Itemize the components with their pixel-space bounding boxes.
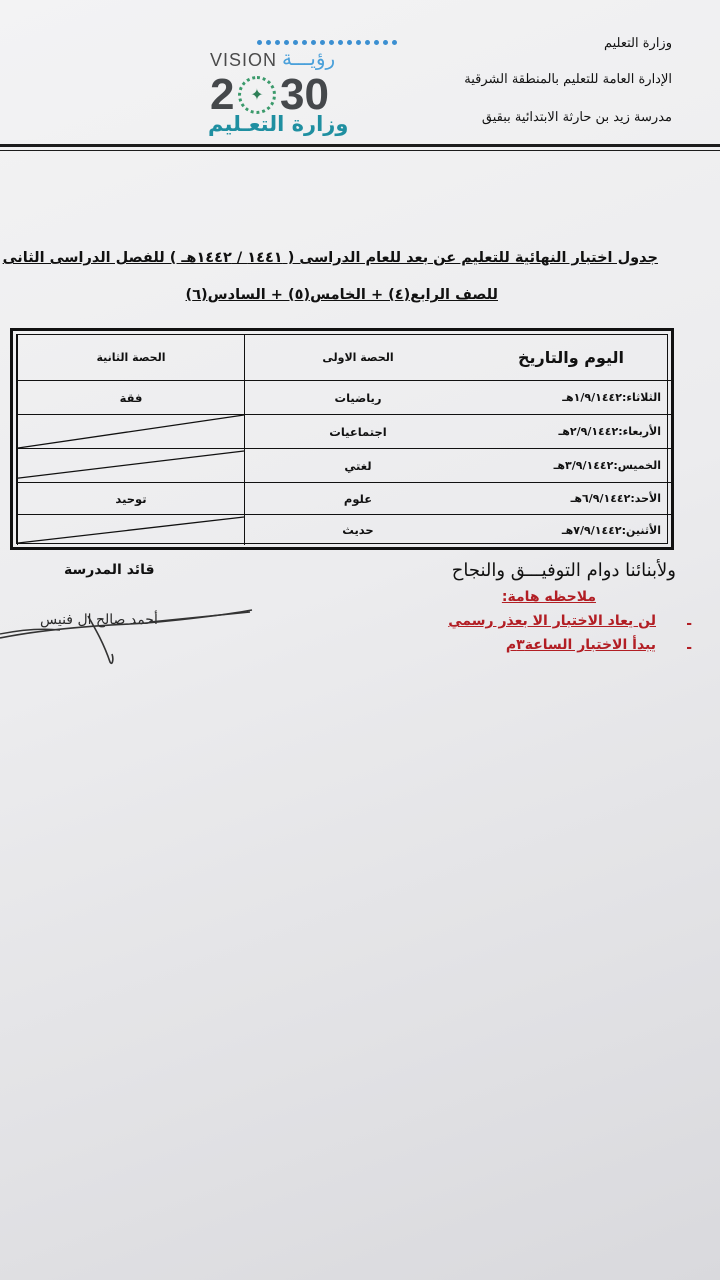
header-first-period: الحصة الاولى — [244, 335, 471, 381]
note-bullet: - — [686, 616, 692, 632]
note-bullet: - — [686, 640, 692, 656]
document-title: جدول اختبار النهائية للتعليم عن بعد للعام الدراسى ( ١٤٤١ / ١٤٤٢هـ ) للفصل الدراسى الثانى — [2, 250, 658, 266]
emblem-icon: ✦ — [238, 76, 276, 114]
vision-word: VISION — [210, 50, 278, 70]
row-date: الأحد:٦/٩/١٤٤٢هـ — [471, 483, 671, 515]
vision-year-2: 2 — [210, 70, 235, 119]
row-second-empty — [17, 515, 244, 545]
row-date: الأربعاء:٢/٩/١٤٤٢هـ — [471, 415, 671, 449]
row-second-empty — [17, 415, 244, 449]
row-first-subject: رياضيات — [244, 381, 471, 415]
document-subtitle: للصف الرابع(٤) + الخامس(٥) + السادس(٦) — [185, 287, 498, 303]
row-first-subject: لغتي — [244, 449, 471, 483]
row-second-empty — [17, 449, 244, 483]
header-rule-thin — [0, 150, 720, 151]
header-date: اليوم والتاريخ — [471, 335, 671, 381]
row-first-subject: حديث — [244, 515, 471, 545]
note-item: يبدأ الاختبار الساعة٣م — [505, 637, 656, 653]
header-directorate: الإدارة العامة للتعليم بالمنطقة الشرقية — [464, 72, 672, 87]
header-ministry: وزارة التعليم — [603, 36, 672, 51]
row-first-subject: علوم — [244, 483, 471, 515]
signature-icon — [0, 600, 270, 670]
vision-year-30: 30 — [280, 70, 329, 119]
header-rule-thick — [0, 144, 720, 147]
ministry-logo-text: وزارة التعـليم — [208, 112, 349, 136]
header-second-period: الحصة الثانية — [17, 335, 244, 381]
row-date: الثلاثاء:١/٩/١٤٤٢هـ — [471, 381, 671, 415]
header-school: مدرسة زيد بن حارثة الابتدائية ببقيق — [481, 110, 672, 125]
row-second-subject: فقة — [17, 381, 244, 415]
exam-schedule-table — [10, 328, 674, 550]
note-item: لن يعاد الاختبار الا بعذر رسمي — [448, 613, 656, 629]
vision-arabic: رؤيـــة — [282, 46, 336, 70]
closing-wish: ولأبنائنا دوام التوفيـــق والنجاح — [451, 560, 676, 581]
row-date: الأثنين:٧/٩/١٤٤٢هـ — [561, 523, 661, 537]
row-first-subject: اجتماعيات — [244, 415, 471, 449]
row-date: الخميس:٣/٩/١٤٤٢هـ — [471, 449, 671, 483]
row-second-subject: توحيد — [17, 483, 244, 515]
school-leader-label: قائد المدرسة — [64, 562, 155, 578]
vision-dots — [255, 30, 400, 46]
signature-name: أحمد صالح ال فنيس — [40, 612, 158, 628]
note-title: ملاحظه هامة: — [501, 589, 596, 605]
